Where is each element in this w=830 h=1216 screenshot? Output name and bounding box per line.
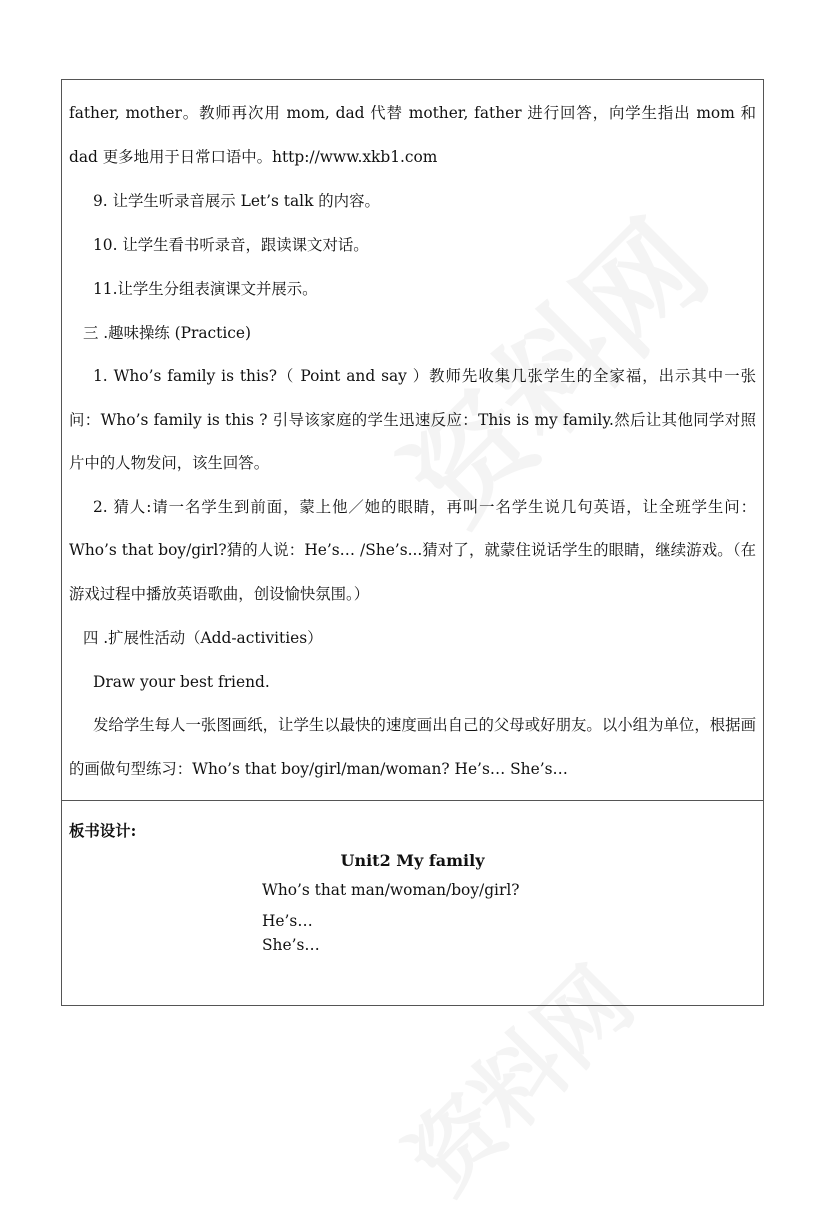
board-line-she: She’s… <box>262 936 320 954</box>
practice-item-1: 1. Who’s family is this?（ Point and say ）教师先收集几张学生的全家福，出示其中一张问：Who’s family is this ? 引导该家庭的学生迅速反应：This is my family.然后让其他同学对照片中的人物发问，该生回答。 <box>69 367 756 472</box>
section-practice-heading: 三 .趣味操练 (Practice) <box>83 324 251 342</box>
board-design-cell <box>62 801 763 1005</box>
step-11: 11.让学生分组表演课文并展示。 <box>93 280 318 298</box>
board-line-question: Who’s that man/woman/boy/girl? <box>262 881 520 899</box>
board-line-he: He’s… <box>262 912 313 930</box>
paragraph-dialogue-note: father, mother。教师再次用 mom, dad 代替 mother, father 进行回答，向学生指出 mom 和 dad 更多地用于日常口语中。http://www.xkb1.com <box>69 104 756 166</box>
step-9: 9. 让学生听录音展示 Let’s talk 的内容。 <box>93 192 380 210</box>
activity-title: Draw your best friend. <box>93 673 270 691</box>
step-10: 10. 让学生看书听录音，跟读课文对话。 <box>93 236 369 254</box>
lesson-plan-table <box>61 79 764 1006</box>
board-title: Unit2 My family <box>340 851 485 870</box>
practice-item-2: 2. 猜人:请一名学生到前面，蒙上他／她的眼睛，再叫一名学生说几句英语，让全班学生问：Who’s that boy/girl?猜的人说：He’s… /She’s...猜对了，就蒙住说话学生的眼睛，继续游戏。（在游戏过程中播放英语歌曲，创设愉快氛围。） <box>69 497 756 603</box>
board-design-heading: 板书设计: <box>69 822 137 840</box>
teaching-process-cell <box>62 80 763 801</box>
activity-description: 发给学生每人一张图画纸，让学生以最快的速度画出自己的父母或好朋友。以小组为单位，根据画的画做句型练习：Who’s that boy/girl/man/woman? He’s… She’s… <box>69 716 756 778</box>
section-activities-heading: 四 .扩展性活动（Add-activities） <box>83 629 323 647</box>
